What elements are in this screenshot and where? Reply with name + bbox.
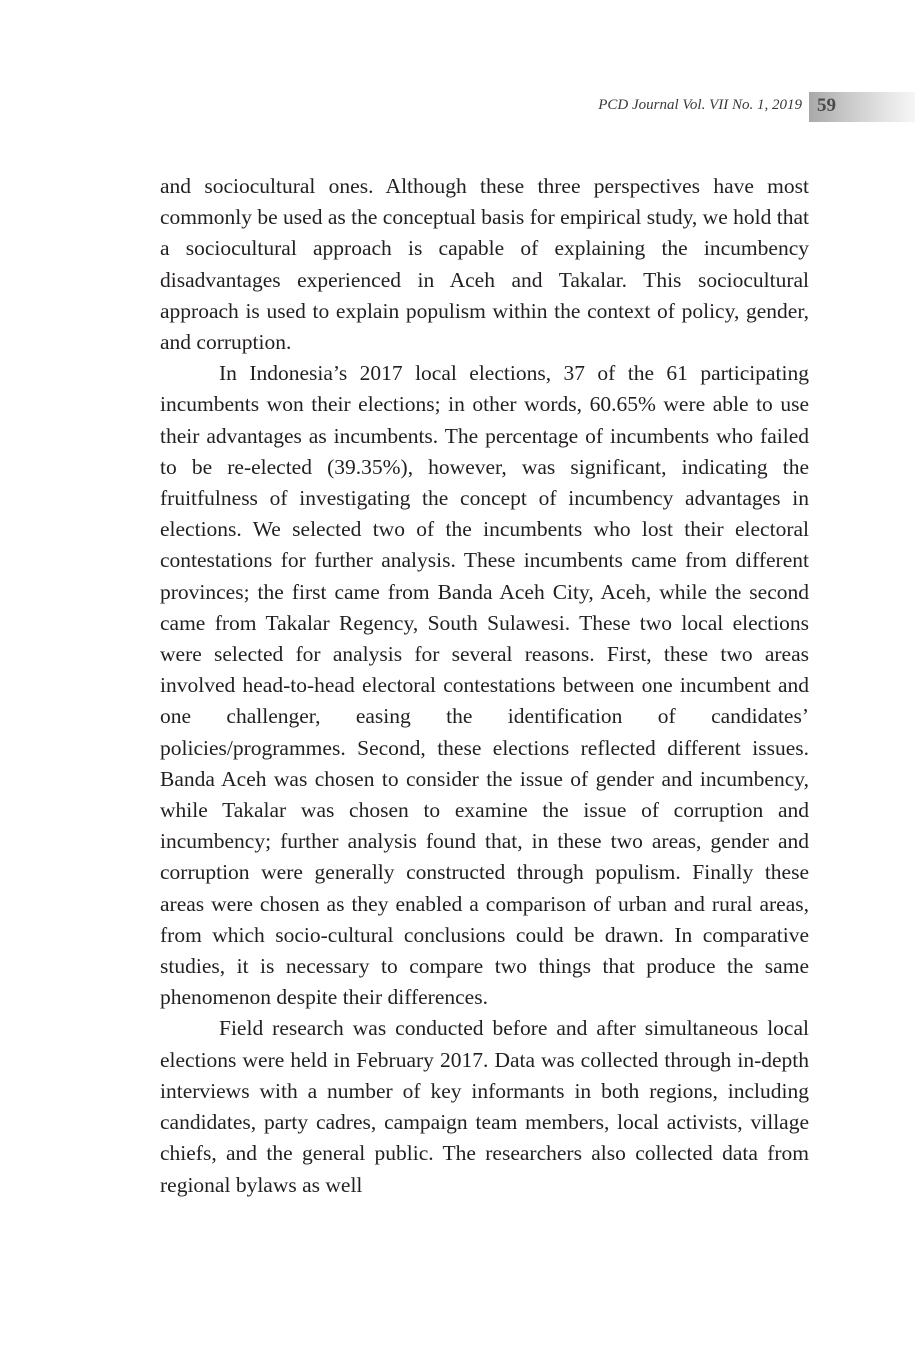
paragraph-incumbency-results: In Indonesia’s 2017 local elections, 37 of the 61 participating incumbents won their elections; in other words, 60.65% were able to use their advantages as incumbents. The percentage of incumbents who failed to be re-elected (39.35%), however, was significant, indicating the fruitfulness of investigating the concept of incumbency advantages in elections. We selected two of the incumbents who lost their electoral contestations for further analysis. These incumbents came from different provinces; the first came from Banda Aceh City, Aceh, while the second came from Takalar Regency, South Sulawesi. These two local elections were selected for analysis for several reasons. First, these two areas involved head-to-head electoral contestations between one incumbent and one challenger, easing the identification of candidates’ policies/programmes. Second, these elections reflected different issues. Banda Aceh was chosen to consider the issue of gender and incumbency, while Takalar was chosen to examine the issue of corruption and incumbency; further analysis found that, in these two areas, gender and corruption were generally constructed through populism. Finally these areas were chosen as they enabled a comparison of urban and rural areas, from which socio-cultural conclusions could be drawn. In comparative studies, it is necessary to compare two things that produce the same phenomenon despite their differences. [160,361,809,1010]
page-number-tab [809,92,915,122]
journal-reference: PCD Journal Vol. VII No. 1, 2019 [598,97,802,113]
running-header [0,92,915,122]
page-number: 59 [817,95,836,116]
paragraph-field-research: Field research was conducted before and after simultaneous local elections were held in February 2017. Data was collected through in-depth interviews with a number of key informants in both regions, including candidates, party cadres, campaign team members, local activists, village chiefs, and the general public. The researchers also collected data from regional bylaws as well [160,1016,809,1197]
body-text [160,171,809,1201]
paragraph-continuation: and sociocultural ones. Although these three perspectives have most commonly be used as the conceptual basis for empirical study, we hold that a sociocultural approach is capable of explaining the incumbency disadvantages experienced in Aceh and Takalar. This sociocultural approach is used to explain populism within the context of policy, gender, and corruption. [160,174,809,355]
